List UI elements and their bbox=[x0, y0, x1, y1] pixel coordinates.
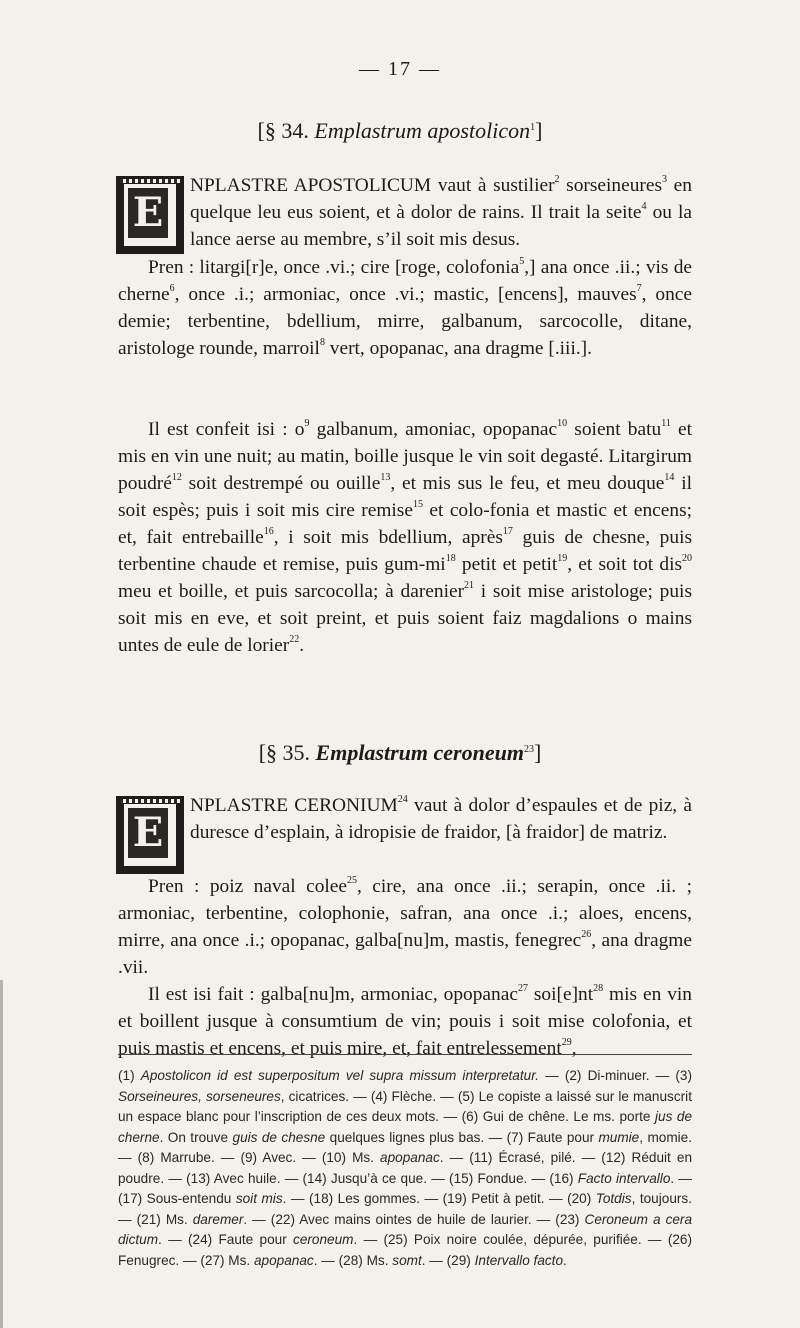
section-35-intro-text: NPLASTRE CERONIUM$^{24}$ vaut à dolor d’espaules et de piz, à duresce d’esplain, à idropisie de fraidor, [à fraidor] de matriz. bbox=[190, 793, 693, 843]
section-35-recipe: Pren : poiz naval colee$^{25}$, cire, ana once .ii.; serapin, once .ii. ; armoniac, terbentine, colophonie, safran, ana once .i.; aloes, encens, mirre, ana once .i.; opopanac, galba[nu]m, mastis, fenegrec$^{26}$, ana dragme .vii. bbox=[118, 874, 692, 978]
section-34-heading bbox=[0, 118, 800, 144]
section-34-recipe: Pren : litargi[r]e, once .vi.; cire [roge, colofonia$^5$,] ana once .ii.; vis de cherne$^6$, once .i.; armoniac, once .vi.; mastic, [encens], mauves$^7$, once demie; terbentine, bdellium, mirre, galbanum, sarcocolle, ditane, aristologe rounde, marroil$^8$ vert, opopanac, ana dragme [.iii.]. bbox=[118, 255, 692, 359]
section-34-method: Il est confeit isi : $o^9$ galbanum, amoniac, opopanac$^{10}$ soient batu$^{11}$ et mis en vin une nuit; au matin, boille jusque le vin soit degasté. Litargirum poudré$^{12}$ soit destrempé ou ouille$^{13}$, et mis sus le feu, et meu douque$^{14}$ il soit espès; puis i soit mis cire remise$^{15}$ et colo-fonia et mastic et encens; et, fait entrebaille$^{16}$, i soit mis bdellium, après$^{17}$ guis de chesne, puis terbentine chaude et remise, puis gum-$mi^{18}$ petit et petit$^{19}$, et soit tot dis$^{20}$ meu et boille, et puis sarcocolla; à darenier$^{21}$ i soit mise aristologe; puis soit mis en eve, et soit preint, et puis soient faiz magdalions o mains untes de eule de lorier$^{22}$. bbox=[118, 417, 693, 656]
section-35-intro bbox=[118, 792, 692, 846]
footnotes: (1) Apostolicon id est superpositum vel supra missum interpretatur. — (2) Di-minuer. — (3) Sorseineures, sorseneures, cicatrices. — (4) Flèche. — (5) Le copiste a laissé sur le manuscrit un espace blanc pour l’inscription de ces deux mots. — (6) Gui de chêne. Le ms. porte jus de cherne. On trouve guis de chesne quelques lignes plus bas. — (7) Faute pour mumie, momie. — (8) Marrube. — (9) Avec. — (10) Ms. apopanac. — (11) Écrasé, pilé. — (12) Réduit en poudre. — (13) Avec huile. — (14) Jusqu’à ce que. — (15) Fondue. — (16) Facto intervallo. — (17) Sous-entendu soit mis. — (18) Les gommes. — (19) Petit à petit. — (20) Totdis, toujours. — (21) Ms. daremer. — (22) Avec mains ointes de huile de laurier. — (23) Ceroneum a cera dictum. — (24) Faute pour ceroneum. — (25) Poix noire coulée, dépurée, purifiée. — (26) Fenugrec. — (27) Ms. apopanac. — (28) Ms. somt. — (29) Intervallo facto. bbox=[118, 1068, 693, 1268]
section-34-number: [§ 34. bbox=[257, 118, 315, 143]
page-number: — 17 — bbox=[359, 58, 441, 80]
drop-cap-letter: E bbox=[128, 188, 168, 238]
section-34-intro bbox=[118, 172, 692, 253]
section-34-bracket: ] bbox=[535, 118, 543, 143]
section-34-title: Emplastrum apostolicon bbox=[314, 118, 531, 143]
section-35-bracket: ] bbox=[533, 740, 542, 765]
section-35-note-ref: 23 bbox=[523, 743, 534, 755]
section-34-intro-text: NPLASTRE APOSTOLICUM vaut à sustilier$^2$ sorseineures$^3$ en quelque leu eus soient, et à dolor de rains. Il trait la seite$^4$ ou la lance aerse au membre, s’il soit mis desus. bbox=[190, 173, 692, 250]
section-35-method: Il est isi fait : galba[nu]m, armoniac, opopanac$^{27}$ $soi[e]nt^{28}$ mis en vin et boillent jusque à consumtium de vin; pouis i soit mise colofonia, et puis mastis et encens, et puis mire, et, fait entrelessement$^{29}$, bbox=[118, 982, 693, 1059]
section-35-title: Emplastrum ceroneum bbox=[315, 740, 524, 765]
section-35-number: [§ 35. bbox=[258, 740, 316, 765]
page-edge-shadow bbox=[0, 980, 3, 1328]
drop-cap-letter: E bbox=[128, 808, 168, 858]
section-34-note-ref: 1 bbox=[530, 121, 536, 133]
section-35-heading bbox=[0, 740, 800, 766]
footnote-rule bbox=[118, 1054, 692, 1055]
